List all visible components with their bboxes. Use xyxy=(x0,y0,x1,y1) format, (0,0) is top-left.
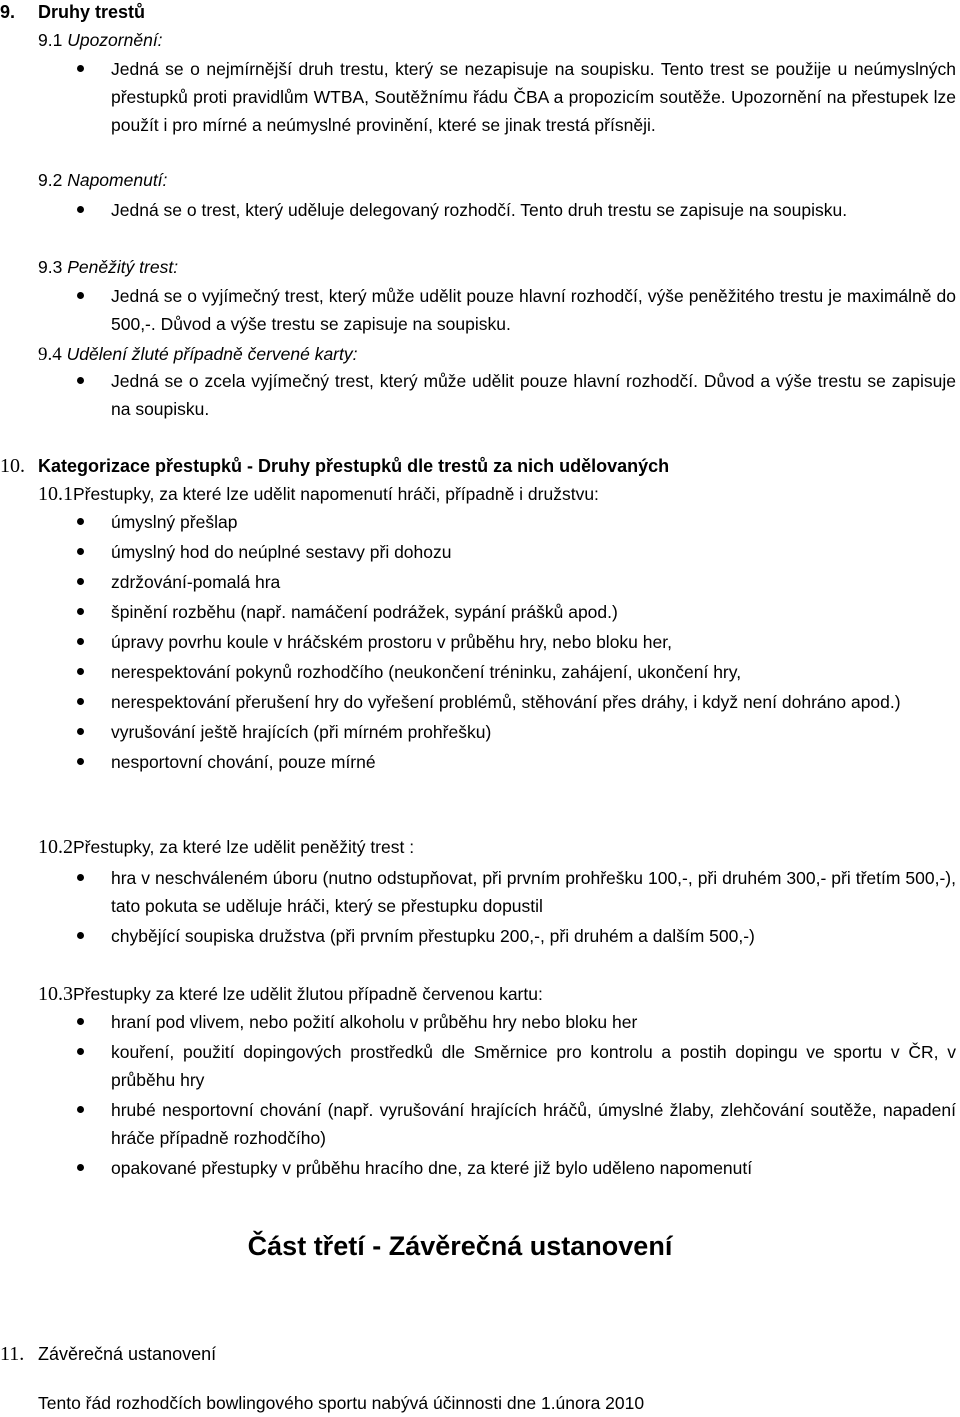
section-title: Druhy trestů xyxy=(38,2,146,22)
subsection-10-2-list xyxy=(0,864,960,950)
subsection-title: Udělení žluté případně červené karty: xyxy=(66,344,358,364)
subsection-9-1-heading xyxy=(38,26,163,54)
section-10-heading xyxy=(0,452,669,480)
subsection-title: Přestupky, za které lze udělit peněžitý trest : xyxy=(73,837,415,857)
subsection-9-1-list xyxy=(0,55,960,139)
subsection-title: Upozornění: xyxy=(67,30,163,50)
list-item: chybějící soupiska družstva (při prvním přestupku 200,-, při druhém a dalším 500,-) xyxy=(0,922,960,950)
list-item: nerespektování pokynů rozhodčího (neukončení tréninku, zahájení, ukončení hry, xyxy=(0,658,960,686)
subsection-title: Napomenutí: xyxy=(67,170,168,190)
section-number: 11. xyxy=(0,1343,25,1365)
subsection-10-1-heading xyxy=(38,480,599,508)
part-three-title: Část třetí - Závěrečná ustanovení xyxy=(247,1231,673,1261)
list-item: úmyslný přešlap xyxy=(0,508,960,536)
subsection-number: 9.4 xyxy=(38,344,62,365)
subsection-9-3-list xyxy=(0,282,960,338)
list-item: nerespektování přerušení hry do vyřešení problémů, stěhování přes dráhy, i když není dohráno apod.) xyxy=(0,688,960,716)
list-item: Jedná se o trest, který uděluje delegovaný rozhodčí. Tento druh trestu se zapisuje na soupisku. xyxy=(0,196,960,224)
section-11-heading xyxy=(0,1340,216,1368)
section-title: Kategorizace přestupků - Druhy přestupků dle trestů za nich udělovaných xyxy=(38,456,670,476)
list-item: opakované přestupky v průběhu hracího dne, za které již bylo uděleno napomenutí xyxy=(0,1154,960,1182)
list-item: hrubé nesportovní chování (např. vyrušování hrajících hráčů, úmyslné žlaby, zlehčování soutěže, napadení hráče případně rozhodčího) xyxy=(0,1096,960,1152)
list-item: Jedná se o nejmírnější druh trestu, který se nezapisuje na soupisku. Tento trest se použije u neúmyslných přestupků proti pravidlům WTBA, Soutěžnímu řádu ČBA a propozicím soutěže. Upozornění na přestupek lze použít i pro mírné a neúmyslné provinění, které se jinak trestá přísněji. xyxy=(0,55,960,139)
subsection-number: 10.1 xyxy=(38,483,73,505)
list-item: Jedná se o zcela vyjímečný trest, který může udělit pouze hlavní rozhodčí. Důvod a výše trestu se zapisuje na soupisku. xyxy=(0,367,960,423)
subsection-title: Peněžitý trest: xyxy=(67,257,179,277)
subsection-10-2-heading xyxy=(38,833,414,861)
subsection-9-4-list xyxy=(0,367,960,423)
list-item: vyrušování ještě hrajících (při mírném prohřešku) xyxy=(0,718,960,746)
subsection-9-3-heading xyxy=(38,253,178,281)
subsection-10-3-heading xyxy=(38,980,543,1008)
list-item: zdržování-pomalá hra xyxy=(0,568,960,596)
subsection-10-1-list xyxy=(0,508,960,776)
subsection-9-4-heading xyxy=(38,340,358,369)
list-item: hra v neschváleném úboru (nutno odstupňovat, při prvním prohřešku 100,-, při druhém 300,- při třetím 500,-), tato pokuta se uděluje hráči, který se přestupku dopustil xyxy=(0,864,960,920)
subsection-10-3-list xyxy=(0,1008,960,1182)
section-number: 9. xyxy=(0,2,16,22)
subsection-number: 9.3 xyxy=(38,257,63,277)
section-9-heading xyxy=(0,0,145,26)
list-item: úmyslný hod do neúplné sestavy při dohozu xyxy=(0,538,960,566)
section-number: 10. xyxy=(0,455,25,477)
subsection-title: Přestupky za které lze udělit žlutou případně červenou kartu: xyxy=(73,984,543,1004)
subsection-number: 9.1 xyxy=(38,30,63,50)
list-item: úpravy povrhu koule v hráčském prostoru v průběhu hry, nebo bloku her, xyxy=(0,628,960,656)
effective-date-text: Tento řád rozhodčích bowlingového sportu nabývá účinnosti dne 1.února 2010 xyxy=(38,1393,645,1413)
subsection-number: 9.2 xyxy=(38,170,63,190)
subsection-title: Přestupky, za které lze udělit napomenutí hráči, případně i družstvu: xyxy=(73,484,599,504)
subsection-number: 10.2 xyxy=(38,836,73,858)
list-item: nesportovní chování, pouze mírné xyxy=(0,748,960,776)
subsection-9-2-heading xyxy=(38,166,167,194)
list-item: hraní pod vlivem, nebo požití alkoholu v průběhu hry nebo bloku her xyxy=(0,1008,960,1036)
section-title: Závěrečná ustanovení xyxy=(38,1344,217,1364)
list-item: Jedná se o vyjímečný trest, který může udělit pouze hlavní rozhodčí, výše peněžitého trestu je maximálně do 500,-. Důvod a výše trestu se zapisuje na soupisku. xyxy=(0,282,960,338)
subsection-number: 10.3 xyxy=(38,983,73,1005)
subsection-9-2-list xyxy=(0,196,960,224)
list-item: kouření, použití dopingových prostředků dle Směrnice pro kontrolu a postih dopingu ve sportu v ČR, v průběhu hry xyxy=(0,1038,960,1094)
list-item: špinění rozběhu (např. namáčení podrážek, sypání prášků apod.) xyxy=(0,598,960,626)
